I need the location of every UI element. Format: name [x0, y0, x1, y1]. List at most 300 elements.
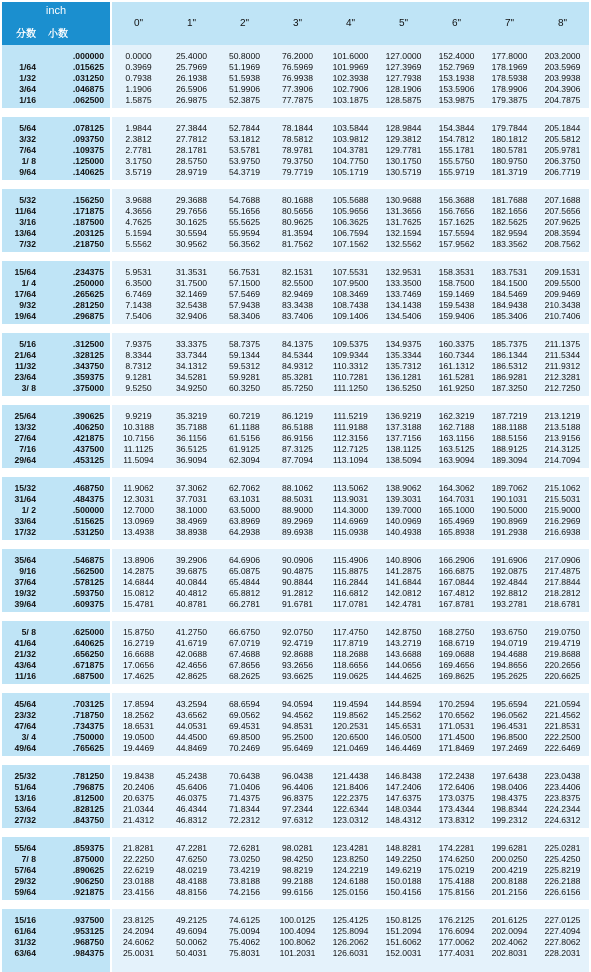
millimeter-cell: 177.8000: [491, 51, 528, 61]
table-row: [0, 134, 591, 145]
millimeter-cell: 150.8125: [385, 915, 422, 925]
millimeter-cell: 213.9156: [544, 433, 581, 443]
decimal-cell: .546875: [72, 555, 104, 565]
millimeter-cell: 42.0688: [175, 649, 208, 659]
millimeter-cell: 36.5125: [175, 444, 208, 454]
millimeter-cell: 220.6625: [544, 671, 581, 681]
millimeter-cell: 94.4562: [281, 710, 314, 720]
millimeter-cell: 181.3719: [491, 167, 528, 177]
millimeter-cell: 190.8969: [491, 516, 528, 526]
millimeter-cell: 156.3688: [438, 195, 475, 205]
millimeter-cell: 71.4375: [228, 793, 261, 803]
millimeter-cell: 107.9500: [332, 278, 369, 288]
millimeter-cell: 32.9406: [175, 311, 208, 321]
millimeter-cell: 36.1156: [176, 433, 207, 443]
fraction-cell: 19/64: [14, 311, 36, 321]
fraction-cell: 9/16: [19, 566, 36, 576]
millimeter-cell: 102.3938: [332, 73, 369, 83]
millimeter-cell: 85.3281: [281, 372, 314, 382]
millimeter-cell: 48.4188: [175, 876, 208, 886]
millimeter-cell: 149.6219: [385, 865, 422, 875]
fraction-cell: 55/64: [14, 843, 36, 853]
millimeter-cell: 17.4625: [122, 671, 155, 681]
millimeter-cell: 62.3094: [228, 455, 261, 465]
millimeter-cell: 190.5000: [491, 505, 528, 515]
table-row: [0, 782, 591, 793]
table-row: [0, 527, 591, 538]
millimeter-cell: 170.2594: [438, 699, 475, 709]
millimeter-cell: 25.7969: [175, 62, 208, 72]
millimeter-cell: 123.4281: [332, 843, 369, 853]
decimal-cell: .875000: [72, 854, 104, 864]
column-header: 2": [239, 18, 250, 29]
millimeter-cell: 51.5938: [228, 73, 261, 83]
decimal-cell: .343750: [72, 361, 104, 371]
decimal-cell: .656250: [72, 649, 104, 659]
millimeter-cell: 165.8938: [438, 527, 475, 537]
table-row: [0, 339, 591, 350]
millimeter-cell: 39.6875: [175, 566, 208, 576]
millimeter-cell: 3.9688: [125, 195, 152, 205]
column-header: 5": [398, 18, 409, 29]
millimeter-cell: 46.8312: [175, 815, 208, 825]
millimeter-cell: 7.1438: [125, 300, 152, 310]
millimeter-cell: 28.5750: [175, 156, 208, 166]
millimeter-cell: 153.5906: [438, 84, 475, 94]
millimeter-cell: 143.6688: [385, 649, 422, 659]
fraction-cell: 11/64: [14, 206, 36, 216]
millimeter-cell: 175.8156: [438, 887, 475, 897]
millimeter-cell: 193.2781: [491, 599, 528, 609]
millimeter-cell: 77.7875: [281, 95, 314, 105]
millimeter-cell: 130.5719: [385, 167, 422, 177]
decimal-cell: .062500: [72, 95, 104, 105]
decimal-cell: .359375: [72, 372, 104, 382]
millimeter-cell: 192.8812: [491, 588, 528, 598]
millimeter-cell: 213.5188: [544, 422, 581, 432]
millimeter-cell: 117.4750: [332, 627, 369, 637]
column-header: 8": [557, 18, 568, 29]
millimeter-cell: 75.8031: [228, 948, 261, 958]
millimeter-cell: 22.2250: [122, 854, 155, 864]
millimeter-cell: 100.0125: [279, 915, 316, 925]
millimeter-cell: 167.0844: [438, 577, 475, 587]
millimeter-cell: 105.9656: [332, 206, 369, 216]
millimeter-cell: 47.6250: [175, 854, 208, 864]
millimeter-cell: 25.4000: [175, 51, 208, 61]
millimeter-cell: 194.4688: [491, 649, 528, 659]
millimeter-cell: 97.2344: [281, 804, 314, 814]
millimeter-cell: 43.6562: [175, 710, 208, 720]
table-row: [0, 51, 591, 62]
millimeter-cell: 165.1000: [438, 505, 475, 515]
millimeter-cell: 62.7062: [228, 483, 261, 493]
millimeter-cell: 7.9375: [125, 339, 152, 349]
millimeter-cell: 127.0000: [385, 51, 422, 61]
millimeter-cell: 200.8188: [491, 876, 528, 886]
millimeter-cell: 222.6469: [544, 743, 581, 753]
millimeter-cell: 117.0781: [332, 599, 369, 609]
fraction-cell: 5/64: [19, 123, 36, 133]
millimeter-cell: 180.5781: [491, 145, 528, 155]
millimeter-cell: 147.6375: [385, 793, 422, 803]
table-row: [0, 383, 591, 394]
millimeter-cell: 180.9750: [491, 156, 528, 166]
millimeter-cell: 204.3906: [544, 84, 581, 94]
millimeter-cell: 89.2969: [281, 516, 314, 526]
millimeter-cell: 14.6844: [122, 577, 155, 587]
millimeter-cell: 197.6438: [491, 771, 528, 781]
millimeter-cell: 27.3844: [175, 123, 208, 133]
millimeter-cell: 145.2562: [385, 710, 422, 720]
decimal-cell: .015625: [72, 62, 104, 72]
millimeter-cell: 90.8844: [281, 577, 314, 587]
millimeter-cell: 138.1125: [385, 444, 422, 454]
millimeter-cell: 130.9688: [385, 195, 422, 205]
millimeter-cell: 74.6125: [228, 915, 261, 925]
table-row: [0, 732, 591, 743]
millimeter-cell: 58.7375: [228, 339, 261, 349]
millimeter-cell: 226.2188: [544, 876, 581, 886]
millimeter-cell: 109.9344: [332, 350, 369, 360]
decimal-cell: .234375: [72, 267, 104, 277]
millimeter-cell: 33.7344: [175, 350, 208, 360]
table-row: [0, 167, 591, 178]
millimeter-cell: 161.1312: [438, 361, 475, 371]
fraction-cell: 59/64: [14, 887, 36, 897]
millimeter-cell: 179.7844: [491, 123, 528, 133]
fraction-cell: 39/64: [14, 599, 36, 609]
table-row: [0, 815, 591, 826]
millimeter-cell: 8.7312: [125, 361, 152, 371]
millimeter-cell: 178.1969: [491, 62, 528, 72]
millimeter-cell: 104.3781: [332, 145, 369, 155]
millimeter-cell: 212.7250: [544, 383, 581, 393]
millimeter-cell: 88.1062: [281, 483, 314, 493]
millimeter-cell: 177.4031: [438, 948, 475, 958]
millimeter-cell: 173.8312: [438, 815, 475, 825]
millimeter-cell: 160.7344: [438, 350, 475, 360]
table-row: [0, 494, 591, 505]
decimal-header: 小数: [48, 29, 68, 40]
millimeter-cell: 148.0344: [385, 804, 422, 814]
millimeter-cell: 226.6156: [544, 887, 581, 897]
millimeter-cell: 178.5938: [491, 73, 528, 83]
millimeter-cell: 142.0812: [385, 588, 422, 598]
decimal-cell: .515625: [72, 516, 104, 526]
decimal-cell: .500000: [72, 505, 104, 515]
decimal-cell: .750000: [72, 732, 104, 742]
fraction-cell: 47/64: [14, 721, 36, 731]
decimal-cell: .000000: [72, 51, 104, 61]
millimeter-cell: 182.5625: [491, 217, 528, 227]
millimeter-cell: 143.2719: [385, 638, 422, 648]
table-row: [0, 455, 591, 466]
table-row: [0, 289, 591, 300]
millimeter-cell: 121.0469: [332, 743, 369, 753]
millimeter-cell: 50.0062: [175, 937, 208, 947]
millimeter-cell: 66.2781: [228, 599, 261, 609]
millimeter-cell: 195.2625: [491, 671, 528, 681]
millimeter-cell: 0.3969: [125, 62, 152, 72]
millimeter-cell: 135.7312: [385, 361, 422, 371]
decimal-cell: .703125: [72, 699, 104, 709]
fraction-cell: 3/ 8: [21, 383, 36, 393]
millimeter-cell: 138.5094: [385, 455, 422, 465]
table-row: [0, 699, 591, 710]
millimeter-cell: 53.5781: [228, 145, 261, 155]
millimeter-cell: 207.1688: [544, 195, 581, 205]
millimeter-cell: 215.1062: [544, 483, 581, 493]
millimeter-cell: 55.1656: [228, 206, 261, 216]
millimeter-cell: 43.2594: [175, 699, 208, 709]
millimeter-cell: 59.1344: [228, 350, 261, 360]
table-row: [0, 145, 591, 156]
millimeter-cell: 98.0281: [281, 843, 314, 853]
millimeter-cell: 18.2562: [122, 710, 155, 720]
millimeter-cell: 61.9125: [228, 444, 261, 454]
table-row: [0, 843, 591, 854]
millimeter-cell: 125.8094: [332, 926, 369, 936]
millimeter-cell: 44.8469: [175, 743, 208, 753]
millimeter-cell: 38.4969: [175, 516, 208, 526]
table-row: [0, 195, 591, 206]
millimeter-cell: 7.5406: [125, 311, 152, 321]
millimeter-cell: 117.8719: [332, 638, 369, 648]
millimeter-cell: 140.4938: [385, 527, 422, 537]
millimeter-cell: 125.0156: [332, 887, 369, 897]
millimeter-cell: 99.6156: [281, 887, 314, 897]
millimeter-cell: 20.6375: [122, 793, 155, 803]
millimeter-cell: 215.9000: [544, 505, 581, 515]
millimeter-cell: 118.6656: [332, 660, 369, 670]
millimeter-cell: 126.6031: [332, 948, 369, 958]
millimeter-cell: 46.0375: [175, 793, 208, 803]
millimeter-cell: 153.9875: [438, 95, 475, 105]
millimeter-cell: 215.5031: [544, 494, 581, 504]
millimeter-cell: 4.3656: [125, 206, 152, 216]
millimeter-cell: 38.1000: [175, 505, 208, 515]
decimal-cell: .140625: [72, 167, 104, 177]
table-row: [0, 649, 591, 660]
millimeter-cell: 91.6781: [281, 599, 314, 609]
millimeter-cell: 200.4219: [491, 865, 528, 875]
millimeter-cell: 202.4062: [491, 937, 528, 947]
decimal-cell: .671875: [72, 660, 104, 670]
fraction-cell: 23/32: [14, 710, 36, 720]
fraction-cell: 25/64: [14, 411, 36, 421]
millimeter-cell: 128.1906: [385, 84, 422, 94]
millimeter-cell: 29.3688: [175, 195, 208, 205]
fraction-cell: 27/64: [14, 433, 36, 443]
fraction-cell: 53/64: [14, 804, 36, 814]
decimal-cell: .203125: [72, 228, 104, 238]
fraction-cell: 3/16: [19, 217, 36, 227]
millimeter-cell: 59.9281: [228, 372, 261, 382]
millimeter-cell: 53.9750: [228, 156, 261, 166]
millimeter-cell: 28.1781: [175, 145, 208, 155]
millimeter-cell: 115.0938: [332, 527, 369, 537]
decimal-cell: .171875: [72, 206, 104, 216]
millimeter-cell: 169.4656: [438, 660, 475, 670]
millimeter-cell: 209.1531: [544, 267, 581, 277]
millimeter-cell: 19.0500: [122, 732, 155, 742]
table-row: [0, 710, 591, 721]
table-row: [0, 671, 591, 682]
fraction-cell: 31/64: [14, 494, 36, 504]
millimeter-cell: 169.8625: [438, 671, 475, 681]
fraction-cell: 23/64: [14, 372, 36, 382]
millimeter-cell: 164.3062: [438, 483, 475, 493]
millimeter-cell: 141.2875: [385, 566, 422, 576]
millimeter-cell: 1.9844: [125, 123, 152, 133]
millimeter-cell: 198.0406: [491, 782, 528, 792]
inch-label: inch: [45, 5, 67, 17]
millimeter-cell: 186.5312: [491, 361, 528, 371]
millimeter-cell: 216.6938: [544, 527, 581, 537]
millimeter-cell: 158.3531: [438, 267, 475, 277]
millimeter-cell: 16.2719: [122, 638, 155, 648]
millimeter-cell: 57.5469: [228, 289, 261, 299]
decimal-cell: .578125: [72, 577, 104, 587]
millimeter-cell: 227.8062: [544, 937, 581, 947]
millimeter-cell: 207.9625: [544, 217, 581, 227]
millimeter-cell: 179.3875: [491, 95, 528, 105]
table-row: [0, 743, 591, 754]
millimeter-cell: 131.3656: [385, 206, 422, 216]
millimeter-cell: 67.4688: [228, 649, 261, 659]
millimeter-cell: 132.5562: [385, 239, 422, 249]
millimeter-cell: 192.0875: [491, 566, 528, 576]
millimeter-cell: 106.3625: [332, 217, 369, 227]
millimeter-cell: 101.9969: [332, 62, 369, 72]
table-row: [0, 876, 591, 887]
millimeter-cell: 223.8375: [544, 793, 581, 803]
decimal-cell: .625000: [72, 627, 104, 637]
millimeter-cell: 159.1469: [438, 289, 475, 299]
millimeter-cell: 13.8906: [122, 555, 155, 565]
millimeter-cell: 211.9312: [544, 361, 581, 371]
millimeter-cell: 188.9125: [491, 444, 528, 454]
fraction-cell: 17/32: [14, 527, 36, 537]
millimeter-cell: 71.0406: [228, 782, 261, 792]
millimeter-cell: 86.9156: [281, 433, 314, 443]
table-row: [0, 433, 591, 444]
millimeter-cell: 158.7500: [438, 278, 475, 288]
millimeter-cell: 39.2906: [175, 555, 208, 565]
table-row: [0, 84, 591, 95]
millimeter-cell: 142.8750: [385, 627, 422, 637]
millimeter-cell: 50.4031: [175, 948, 208, 958]
millimeter-cell: 102.7906: [332, 84, 369, 94]
millimeter-cell: 49.2125: [175, 915, 208, 925]
decimal-cell: .984375: [72, 948, 104, 958]
millimeter-cell: 205.1844: [544, 123, 581, 133]
decimal-cell: .937500: [72, 915, 104, 925]
millimeter-cell: 30.9562: [175, 239, 208, 249]
decimal-cell: .828125: [72, 804, 104, 814]
millimeter-cell: 61.1188: [229, 422, 260, 432]
millimeter-cell: 41.6719: [175, 638, 208, 648]
millimeter-cell: 221.8531: [544, 721, 581, 731]
millimeter-cell: 210.7406: [544, 311, 581, 321]
millimeter-cell: 162.3219: [438, 411, 475, 421]
millimeter-cell: 40.8781: [175, 599, 208, 609]
millimeter-cell: 171.4500: [438, 732, 475, 742]
millimeter-cell: 153.1938: [438, 73, 475, 83]
millimeter-cell: 53.1812: [228, 134, 261, 144]
millimeter-cell: 144.4625: [385, 671, 422, 681]
fraction-cell: 19/32: [14, 588, 36, 598]
millimeter-cell: 172.6406: [438, 782, 475, 792]
millimeter-cell: 208.7562: [544, 239, 581, 249]
fraction-cell: 7/ 8: [21, 854, 36, 864]
millimeter-cell: 34.5281: [175, 372, 208, 382]
fraction-cell: 11/16: [14, 671, 36, 681]
millimeter-cell: 95.6469: [281, 743, 314, 753]
millimeter-cell: 46.4344: [175, 804, 208, 814]
millimeter-cell: 23.0188: [122, 876, 155, 886]
millimeter-cell: 56.7531: [228, 267, 261, 277]
millimeter-cell: 165.4969: [438, 516, 475, 526]
millimeter-cell: 90.0906: [281, 555, 314, 565]
millimeter-cell: 110.3312: [332, 361, 369, 371]
millimeter-cell: 211.5344: [544, 350, 581, 360]
millimeter-cell: 183.3562: [491, 239, 528, 249]
millimeter-cell: 3.1750: [125, 156, 152, 166]
millimeter-cell: 202.8031: [491, 948, 528, 958]
millimeter-cell: 85.7250: [281, 383, 314, 393]
millimeter-cell: 108.3469: [332, 289, 369, 299]
millimeter-cell: 182.1656: [491, 206, 528, 216]
millimeter-cell: 72.6281: [228, 843, 261, 853]
decimal-cell: .593750: [72, 588, 104, 598]
millimeter-cell: 61.5156: [228, 433, 261, 443]
millimeter-cell: 208.3594: [544, 228, 581, 238]
table-row: [0, 926, 591, 937]
millimeter-cell: 104.7750: [332, 156, 369, 166]
decimal-cell: .953125: [72, 926, 104, 936]
millimeter-cell: 12.7000: [122, 505, 155, 515]
millimeter-cell: 170.6562: [438, 710, 475, 720]
decimal-cell: .609375: [72, 599, 104, 609]
millimeter-cell: 24.6062: [122, 937, 155, 947]
millimeter-cell: 101.6000: [332, 51, 369, 61]
decimal-cell: .562500: [72, 566, 104, 576]
millimeter-cell: 196.8500: [491, 732, 528, 742]
table-row: [0, 948, 591, 959]
millimeter-cell: 95.2500: [281, 732, 314, 742]
millimeter-cell: 156.7656: [438, 206, 475, 216]
millimeter-cell: 12.3031: [122, 494, 155, 504]
millimeter-cell: 173.0375: [438, 793, 475, 803]
millimeter-cell: 198.4375: [491, 793, 528, 803]
decimal-cell: .859375: [72, 843, 104, 853]
millimeter-cell: 200.0250: [491, 854, 528, 864]
fraction-cell: 57/64: [14, 865, 36, 875]
fraction-cell: 21/32: [14, 649, 36, 659]
millimeter-cell: 194.0719: [491, 638, 528, 648]
table-row: [0, 566, 591, 577]
millimeter-cell: 20.2406: [122, 782, 155, 792]
millimeter-cell: 106.7594: [332, 228, 369, 238]
millimeter-cell: 194.8656: [491, 660, 528, 670]
table-row: [0, 915, 591, 926]
millimeter-cell: 133.3500: [385, 278, 422, 288]
millimeter-cell: 45.6406: [175, 782, 208, 792]
decimal-cell: .812500: [72, 793, 104, 803]
millimeter-cell: 137.3188: [385, 422, 422, 432]
